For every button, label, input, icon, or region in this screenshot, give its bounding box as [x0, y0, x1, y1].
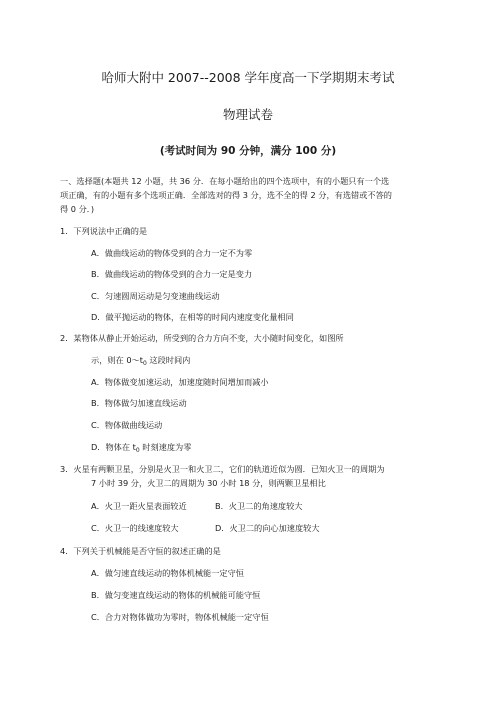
section-instructions-line-2: 项正确，有的小题有多个选项正确．全部选对的得 3 分，选不全的得 2 分，有选错或不答的: [60, 190, 392, 200]
question-1-stem: 1．下列说法中正确的是: [60, 226, 148, 236]
question-1-option-a: A．做曲线运动的物体受到的合力一定不为零: [91, 248, 253, 258]
question-3-stem-line-2: 7 小时 39 分，火卫二的周期为 30 小时 18 分，则两颗卫星相比: [91, 478, 326, 488]
question-4-option-b: B．做匀变速直线运动的物体的机械能可能守恒: [91, 590, 261, 600]
question-4-option-c: C．合力对物体做功为零时，物体机械能一定守恒: [91, 612, 269, 622]
question-1-option-d: D．做平抛运动的物体，在相等的时间内速度变化量相同: [91, 312, 294, 322]
question-3-option-a: A．火卫一距火星表面较近: [91, 501, 187, 511]
question-3-option-c: C．火卫一的线速度较大: [91, 523, 179, 533]
question-2-option-c: C．物体做曲线运动: [91, 420, 163, 430]
exam-subject: 物理试卷: [222, 107, 273, 122]
section-instructions-line-1: 一、选择题(本题共 12 小题，共 36 分．在每小题给出的四个选项中，有的小题只有一个选: [60, 176, 390, 186]
question-3-option-d: D．火卫二的向心加速度较大: [215, 523, 320, 533]
question-3-stem: 3．火星有两颗卫星，分别是火卫一和火卫二，它们的轨道近似为圆．已知火卫一的周期为: [60, 464, 385, 474]
question-4-stem: 4．下列关于机械能是否守恒的叙述正确的是: [60, 546, 221, 556]
question-2-option-a: A．物体做变加速运动，加速度随时间增加而减小: [91, 377, 269, 387]
exam-info: (考试时间为 90 分钟，满分 100 分): [159, 145, 337, 157]
question-2-option-b: B．物体做匀加速直线运动: [91, 398, 187, 408]
question-1-option-c: C．匀速圆周运动是匀变速曲线运动: [91, 291, 220, 301]
exam-title: 哈师大附中 2007--2008 学年度高一下学期期末考试: [101, 70, 395, 85]
question-3-option-b: B．火卫二的角速度较大: [215, 501, 303, 511]
section-instructions-line-3: 得 0 分．): [60, 204, 95, 214]
question-2-option-d: D．物体在 $t_0$ 时刻速度为零: [91, 442, 192, 454]
question-2-stem-line-2: 示，则在 $0\sim t_0$ 这段时间内: [91, 355, 191, 367]
question-4-option-a: A．做匀速直线运动的物体机械能一定守恒: [91, 568, 244, 578]
question-1-option-b: B．做曲线运动的物体受到的合力一定是变力: [91, 269, 253, 279]
question-2-stem: 2．某物体从静止开始运动，所受到的合力方向不变，大小随时间变化，如图所: [60, 333, 344, 343]
